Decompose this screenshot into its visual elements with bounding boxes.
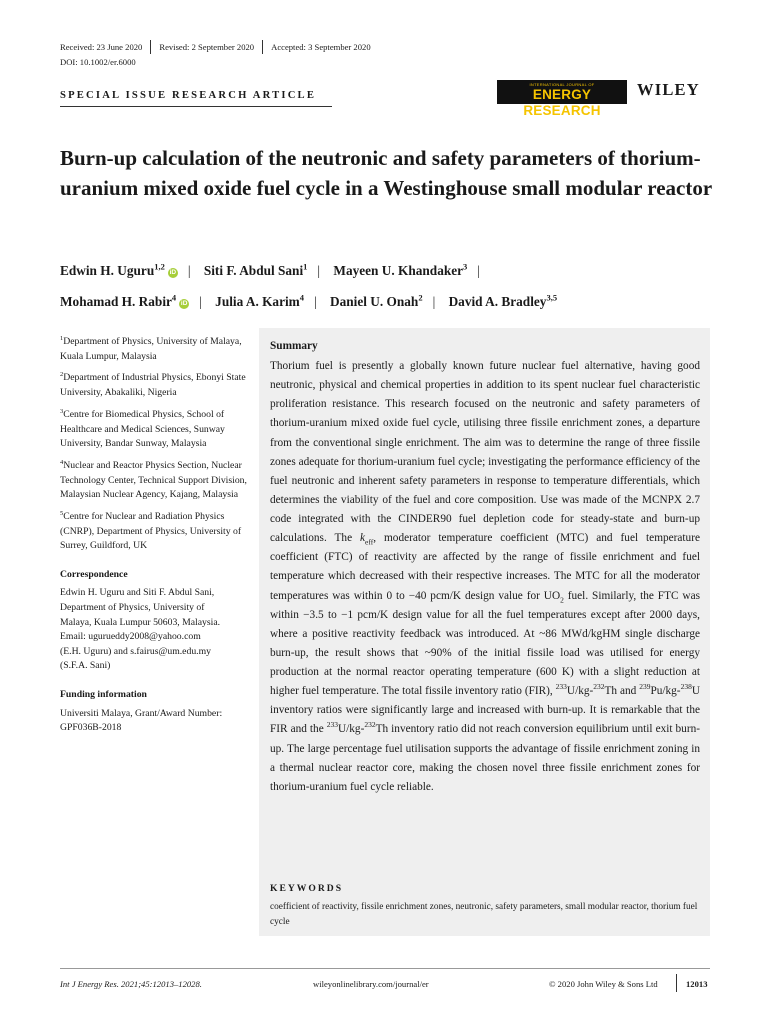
copyright: © 2020 John Wiley & Sons Ltd	[549, 979, 658, 989]
author[interactable]: Daniel U. Onah$^2$	[330, 292, 423, 309]
affiliation: $^5$Centre for Nuclear and Radiation Physics (CNRP), Department of Physics, University of Surrey, Guildford, UK	[60, 509, 242, 552]
author[interactable]: Julia A. Karim$^4$	[215, 292, 305, 309]
author[interactable]: Mohamad H. Rabir$^4$	[60, 292, 177, 309]
affiliation: $^3$Centre for Biomedical Physics, School of Healthcare and Medical Sciences, Sunway University, Bandar Sunway, Malaysia	[60, 407, 225, 450]
correspondence-heading: Correspondence	[60, 568, 128, 580]
doi[interactable]: DOI: 10.1002/er.6000	[60, 57, 136, 67]
article-dates	[60, 40, 371, 54]
paper-title: Burn-up calculation of the neutronic and safety parameters of thorium-uranium mixed oxide fuel cycle in a Westinghouse small modular reactor	[60, 146, 713, 200]
journal-url[interactable]: wileyonlinelibrary.com/journal/er	[313, 979, 429, 989]
summary-text: Thorium fuel is presently a globally known future nuclear fuel alternative, having good neutronic, physical and chemical properties in addition to its spent nuclear fuel characteristic proliferation resistance. This research focused on the neutronic and safety parameters of thorium-uranium mixed oxide fuel cycle, utilising three fissile enrichment zones, a departure from the conventional single enrichment. The aim was to determine the range of three fissile zones adequate for thorium-uranium fuel cycle; investigating the performance efficiency of the fuel neutronic and inherent safety parameters in response to temperature differentials, which determines the viability of the fuel and core composition. Use was made of the MCNPX 2.7 code integrated with the CINDER90 fuel depletion code for steady-state and burn-up calculations. The $k_{eff}$, moderator temperature coefficient (MTC) and fuel temperature coefficient (FTC) of reactivity are affected by the range of fissile enrichment and fuel temperature which decreased with their respective increases. The MTC for all the moderator temperatures was within 0 to −40 pcm/K design value for $UO_2$ fuel. Similarly, the FTC was within −3.5 to −1 pcm/K design value for all the fuel temperatures except after 2000 days, where a positive reactivity feedback was introduced. At ~86 MWd/kgHM single discharge burn-up, the result shows that ~90% of the initial fissile load was utilised for energy production at the normal reactor operating temperature (600 K) with a slight reduction at higher fuel temperature. The total fissile inventory ratio (FIR), $^{233}$U/kg-$^{232}$Th and $^{239}$Pu/kg-$^{238}$U inventory ratios were significantly large and increased with burn-up. It is remarkable that the FIR and the $^{233}$U/kg-$^{232}$Th inventory ratio did not reach conversion equilibrium until exit burn-up. The large percentage fuel utilisation supports the advantage of fissile enrichment zoning in a thermal nuclear reactor core, making the chosen novel three fissile enrichment zones for thorium-uranium fuel cycle reliable.	[270, 360, 700, 793]
divider	[262, 40, 263, 54]
orcid-icon[interactable]: iD	[169, 269, 177, 277]
page-number: 12013	[686, 979, 708, 989]
journal-logo-small-text: INTERNATIONAL JOURNAL OF	[529, 82, 595, 87]
author-list: Edwin H. Uguru$^{1,2}$iD | Siti F. Abdul Sani$^1$ | Mayeen U. Khandaker$^3$ | Mohamad H. Rabir$^4$iD | Julia A. Karim$^4$ | Daniel U. Onah$^2$ | David A. Bradley$^{3,5}$	[60, 262, 558, 309]
divider	[60, 968, 710, 969]
keywords-heading: KEYWORDS	[270, 883, 344, 894]
orcid-icon[interactable]: iD	[180, 299, 188, 307]
summary-heading: Summary	[270, 340, 318, 352]
divider	[676, 974, 677, 992]
journal-logo[interactable]	[497, 80, 627, 118]
side-column	[60, 332, 250, 740]
author[interactable]: David A. Bradley$^{3,5}$	[448, 292, 558, 309]
journal-logo-text: ENERGY RESEARCH	[523, 87, 601, 118]
email-link[interactable]: Email: ugurueddy2008@yahoo.com	[60, 631, 201, 643]
author[interactable]: Edwin H. Uguru$^{1,2}$	[60, 262, 165, 279]
correspondence-text: Edwin H. Uguru and Siti F. Abdul Sani, Department of Physics, University of Malaya, Kuala Lumpur 50603, Malaysia. Email: ugurueddy2008@yahoo.com (E.H. Uguru) and s.fairus@um.edu.my (S.F.A. Sani)	[60, 587, 221, 672]
revised-date: Revised: 2 September 2020	[159, 42, 255, 52]
citation: Int J Energy Res. 2021;45:12013–12028.	[60, 979, 202, 989]
funding-heading: Funding information	[60, 689, 147, 701]
publisher-logo[interactable]: WILEY	[637, 80, 700, 99]
author[interactable]: Mayeen U. Khandaker$^3$	[333, 262, 468, 279]
divider	[60, 106, 332, 107]
article-type: SPECIAL ISSUE RESEARCH ARTICLE	[60, 90, 317, 101]
divider	[150, 40, 151, 54]
keywords-text: coefficient of reactivity, fissile enrichment zones, neutronic, safety parameters, small modular reactor, thorium fuel cycle	[270, 902, 698, 927]
received-date: Received: 23 June 2020	[60, 42, 143, 52]
affiliation: $^1$Department of Physics, University of Malaya, Kuala Lumpur, Malaysia	[60, 335, 242, 362]
accepted-date: Accepted: 3 September 2020	[271, 42, 371, 52]
affiliation: $^4$Nuclear and Reactor Physics Section, Nuclear Technology Center, Technical Support Division, Malaysian Nuclear Agency, Kajang, Malaysia	[60, 458, 247, 501]
author[interactable]: Siti F. Abdul Sani$^1$	[203, 262, 308, 279]
funding-text: Universiti Malaya, Grant/Award Number: GPF036B-2018	[60, 707, 223, 734]
affiliation: $^2$Department of Industrial Physics, Ebonyi State University, Abakaliki, Nigeria	[60, 371, 246, 399]
